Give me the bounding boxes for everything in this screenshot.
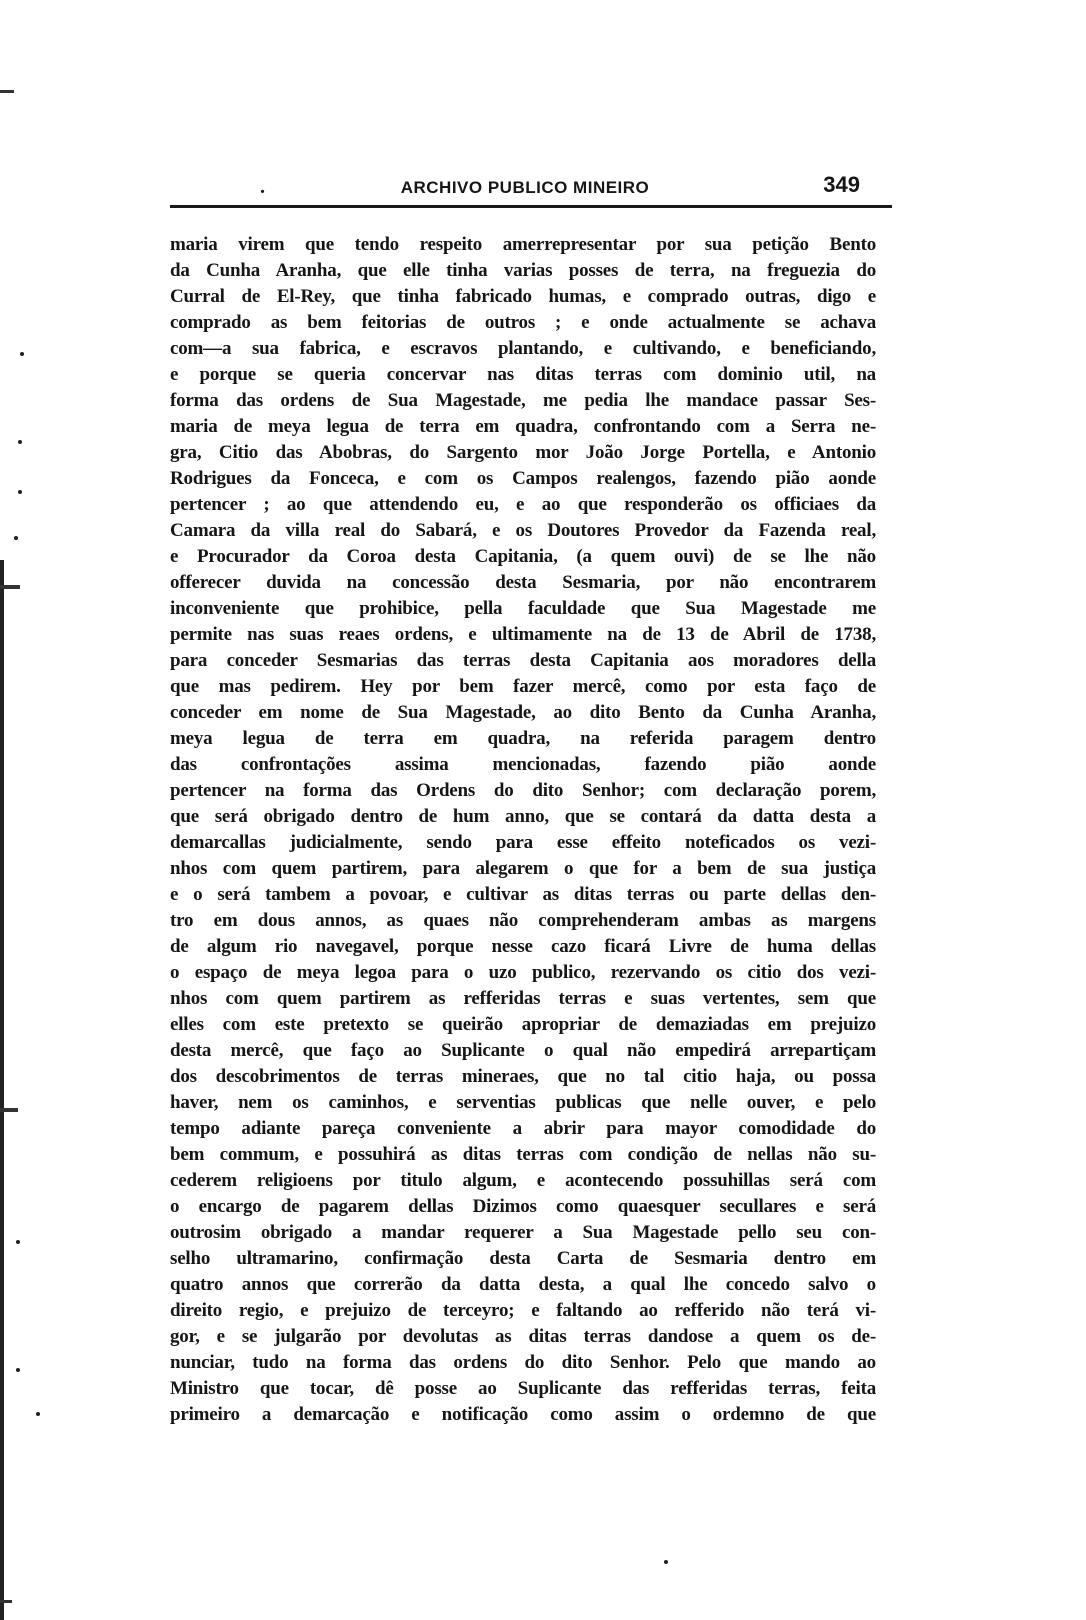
margin-speck (14, 536, 18, 540)
text-line: comprado as bem feitorias de outros ; e onde actualmente se achava (170, 312, 876, 333)
text-line: selho ultramarino, confirmação desta Carta de Sesmaria dentro em (170, 1248, 876, 1269)
text-line: direito regio, e prejuizo de terceyro; e faltando ao refferido não terá vi- (170, 1300, 876, 1321)
margin-speck (16, 1368, 20, 1372)
text-line: maria virem que tendo respeito amerrepresentar por sua petição Bento (170, 234, 876, 255)
text-line: e Procurador da Coroa desta Capitania, (a quem ouvi) de se lhe não (170, 546, 876, 567)
text-line: que será obrigado dentro de hum anno, que se contará da datta desta a (170, 806, 876, 827)
text-line: dos descobrimentos de terras mineraes, que no tal citio haja, ou possa (170, 1066, 876, 1087)
text-line: Curral de El-Rey, que tinha fabricado humas, e comprado outras, digo e (170, 286, 876, 307)
page-number: 349 (823, 172, 860, 197)
text-line: que mas pedirem. Hey por bem fazer mercê, como por esta faço de (170, 676, 876, 697)
text-line: quatro annos que correrão da datta desta, a qual lhe concedo salvo o (170, 1274, 876, 1295)
text-line: tro em dous annos, as quaes não comprehenderam ambas as margens (170, 910, 876, 931)
margin-speck (36, 1412, 40, 1416)
text-line: de algum rio navegavel, porque nesse cazo ficará Livre de huma dellas (170, 936, 876, 957)
text-line: elles com este pretexto se queirão apropriar de demaziadas em prejuizo (170, 1014, 876, 1035)
margin-mark (0, 585, 20, 589)
margin-speck (18, 440, 22, 444)
text-line: e porque se queria concervar nas ditas terras com dominio util, na (170, 364, 876, 385)
body-text (170, 232, 876, 1428)
margin-mark (0, 1108, 18, 1112)
binding-edge-shadow (0, 560, 4, 1620)
running-head: ARCHIVO PUBLICO MINEIRO (400, 178, 650, 197)
text-line: pertencer na forma das Ordens do dito Senhor; com declaração porem, (170, 780, 876, 801)
page-header (170, 172, 880, 202)
text-line: tempo adiante pareça conveniente a abrir para mayor comodidade do (170, 1118, 876, 1139)
text-line: meya legua de terra em quadra, na referida paragem dentro (170, 728, 876, 749)
text-line: bem commum, e possuhirá as ditas terras com condição de nellas não su- (170, 1144, 876, 1165)
margin-mark (0, 1600, 12, 1603)
text-line: e o será tambem a povoar, e cultivar as ditas terras ou parte dellas den- (170, 884, 876, 905)
text-line: das confrontações assima mencionadas, fazendo pião aonde (170, 754, 876, 775)
header-dot: . (260, 176, 265, 198)
text-line: Camara da villa real do Sabará, e os Doutores Provedor da Fazenda real, (170, 520, 876, 541)
header-rule (170, 205, 892, 208)
text-line: nhos com quem partirem as refferidas terras e suas vertentes, sem que (170, 988, 876, 1009)
margin-mark (0, 90, 14, 93)
text-line: o espaço de meya legoa para o uzo publico, rezervando os citio dos vezi- (170, 962, 876, 983)
margin-speck (664, 1560, 668, 1564)
text-line: forma das ordens de Sua Magestade, me pedia lhe mandace passar Ses- (170, 390, 876, 411)
text-line: o encargo de pagarem dellas Dizimos como quaesquer secullares e será (170, 1196, 876, 1217)
text-line: maria de meya legua de terra em quadra, confrontando com a Serra ne- (170, 416, 876, 437)
text-line: com—a sua fabrica, e escravos plantando, e cultivando, e beneficiando, (170, 338, 876, 359)
text-line: cederem religioens por titulo algum, e acontecendo possuhillas será com (170, 1170, 876, 1191)
text-line: haver, nem os caminhos, e serventias publicas que nelle ouver, e pelo (170, 1092, 876, 1113)
text-line: Ministro que tocar, dê posse ao Suplicante das refferidas terras, feita (170, 1378, 876, 1399)
text-line: pertencer ; ao que attendendo eu, e ao que responderão os officiaes da (170, 494, 876, 515)
text-line: conceder em nome de Sua Magestade, ao dito Bento da Cunha Aranha, (170, 702, 876, 723)
text-line: offerecer duvida na concessão desta Sesmaria, por não encontrarem (170, 572, 876, 593)
margin-speck (18, 490, 22, 494)
text-line: primeiro a demarcação e notificação como assim o ordemno de que (170, 1404, 876, 1425)
text-line: desta mercê, que faço ao Suplicante o qual não empedirá arrepartiçam (170, 1040, 876, 1061)
margin-speck (20, 352, 24, 356)
text-line: demarcallas judicialmente, sendo para esse effeito noteficados os vezi- (170, 832, 876, 853)
text-line: outrosim obrigado a mandar requerer a Sua Magestade pello seu con- (170, 1222, 876, 1243)
text-line: Rodrigues da Fonceca, e com os Campos realengos, fazendo pião aonde (170, 468, 876, 489)
text-line: inconveniente que prohibice, pella faculdade que Sua Magestade me (170, 598, 876, 619)
text-line: gra, Citio das Abobras, do Sargento mor João Jorge Portella, e Antonio (170, 442, 876, 463)
text-line: nunciar, tudo na forma das ordens do dito Senhor. Pelo que mando ao (170, 1352, 876, 1373)
text-line: gor, e se julgarão por devolutas as ditas terras dandose a quem os de- (170, 1326, 876, 1347)
margin-speck (16, 1240, 20, 1244)
text-line: da Cunha Aranha, que elle tinha varias posses de terra, na freguezia do (170, 260, 876, 281)
text-line: permite nas suas reaes ordens, e ultimamente na de 13 de Abril de 1738, (170, 624, 876, 645)
text-line: para conceder Sesmarias das terras desta Capitania aos moradores della (170, 650, 876, 671)
text-line: nhos com quem partirem, para alegarem o que for a bem de sua justiça (170, 858, 876, 879)
